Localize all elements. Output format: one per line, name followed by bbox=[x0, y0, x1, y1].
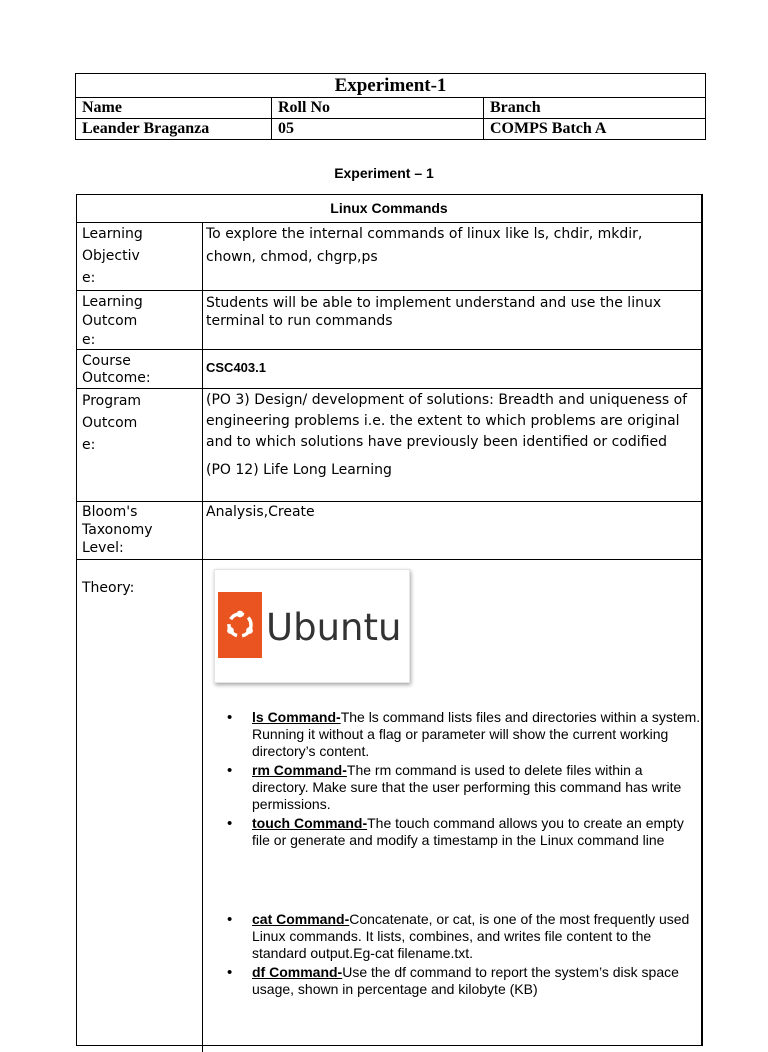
experiment-table bbox=[76, 194, 703, 1046]
command-term: rm Command- bbox=[252, 762, 347, 778]
ubuntu-logo-icon bbox=[215, 570, 409, 682]
command-description: Use the df command to report the system’s disk space usage, shown in percentage and kilobyte (KB) bbox=[252, 964, 679, 997]
command-description: The touch command allows you to create an empty file or generate and modify a timestamp in the Linux command line bbox=[252, 815, 684, 848]
list-item bbox=[252, 911, 705, 962]
command-term: touch Command- bbox=[252, 815, 368, 831]
command-list-b bbox=[227, 911, 705, 1000]
course-outcome-value: CSC403.1 bbox=[206, 360, 266, 375]
header-val-branch: COMPS Batch A bbox=[484, 119, 706, 140]
label-line: e: bbox=[82, 332, 96, 348]
command-description: The ls command lists files and directories within a system. Running it without a flag or parameter will show the current working directory’s content. bbox=[252, 709, 701, 759]
blooms-row bbox=[77, 502, 701, 560]
learning-outcome-value: Students will be able to implement understand and use the linux terminal to run commands bbox=[206, 295, 662, 329]
learning-objective-row bbox=[77, 222, 701, 291]
list-item bbox=[252, 762, 703, 813]
ubuntu-logo bbox=[214, 569, 410, 683]
command-description: The rm command is used to delete files within a directory. Make sure that the user performing this command has write permissions. bbox=[252, 762, 682, 812]
theory-label: Theory: bbox=[82, 580, 135, 596]
label-line: e: bbox=[82, 270, 96, 286]
course-outcome-row bbox=[77, 350, 701, 389]
header-table bbox=[75, 73, 706, 140]
table-caption: Linux Commands bbox=[330, 200, 448, 216]
course-outcome-label bbox=[82, 353, 151, 387]
program-outcome-label bbox=[82, 390, 141, 456]
list-item bbox=[252, 815, 703, 849]
label-line: Course bbox=[82, 353, 131, 369]
header-col-branch: Branch bbox=[484, 98, 706, 119]
label-line: Objectiv bbox=[82, 248, 140, 264]
label-line: Outcom bbox=[82, 415, 138, 431]
header-val-roll: 05 bbox=[272, 119, 484, 140]
command-term: df Command- bbox=[252, 964, 343, 980]
blooms-value: Analysis,Create bbox=[206, 504, 315, 520]
learning-outcome-row bbox=[77, 291, 701, 350]
command-term: cat Command- bbox=[252, 911, 350, 927]
command-list-a bbox=[227, 709, 703, 851]
list-item bbox=[252, 964, 705, 998]
experiment-heading: Experiment – 1 bbox=[334, 165, 434, 181]
learning-objective-value: To explore the internal commands of linux like ls, chdir, mkdir, chown, chmod, chgrp,ps bbox=[206, 226, 643, 265]
command-term: ls Command- bbox=[252, 709, 341, 725]
blooms-label bbox=[82, 503, 153, 557]
program-outcome-row bbox=[77, 389, 701, 502]
svg-text:Ubuntu: Ubuntu bbox=[266, 606, 402, 649]
program-outcome-po3: (PO 3) Design/ development of solutions: Breadth and uniqueness of engineering problems i.e. the extent to which problems are original and to which solutions have previously been identified or codified bbox=[206, 392, 688, 450]
program-outcome-value bbox=[206, 390, 695, 481]
label-line: Learning bbox=[82, 294, 143, 310]
label-line: Outcom bbox=[82, 313, 138, 329]
caption-row bbox=[77, 195, 701, 223]
label-line: Program bbox=[82, 393, 142, 409]
label-line: Learning bbox=[82, 226, 143, 242]
label-line: e: bbox=[82, 437, 96, 453]
label-line: Taxonomy bbox=[82, 522, 153, 538]
learning-outcome-label bbox=[82, 293, 143, 350]
label-line: Level: bbox=[82, 540, 124, 556]
list-item bbox=[252, 709, 703, 760]
label-line: Outcome: bbox=[82, 370, 151, 386]
header-col-roll: Roll No bbox=[272, 98, 484, 119]
header-val-name: Leander Braganza bbox=[76, 119, 272, 140]
program-outcome-po12: (PO 12) Life Long Learning bbox=[206, 462, 392, 478]
header-title: Experiment-1 bbox=[76, 74, 706, 98]
command-description: Concatenate, or cat, is one of the most frequently used Linux commands. It lists, combines, and writes file content to the standard output.Eg-cat filename.txt. bbox=[252, 911, 690, 961]
learning-objective-label bbox=[82, 223, 143, 289]
header-col-name: Name bbox=[76, 98, 272, 119]
label-line: Bloom's bbox=[82, 504, 138, 520]
